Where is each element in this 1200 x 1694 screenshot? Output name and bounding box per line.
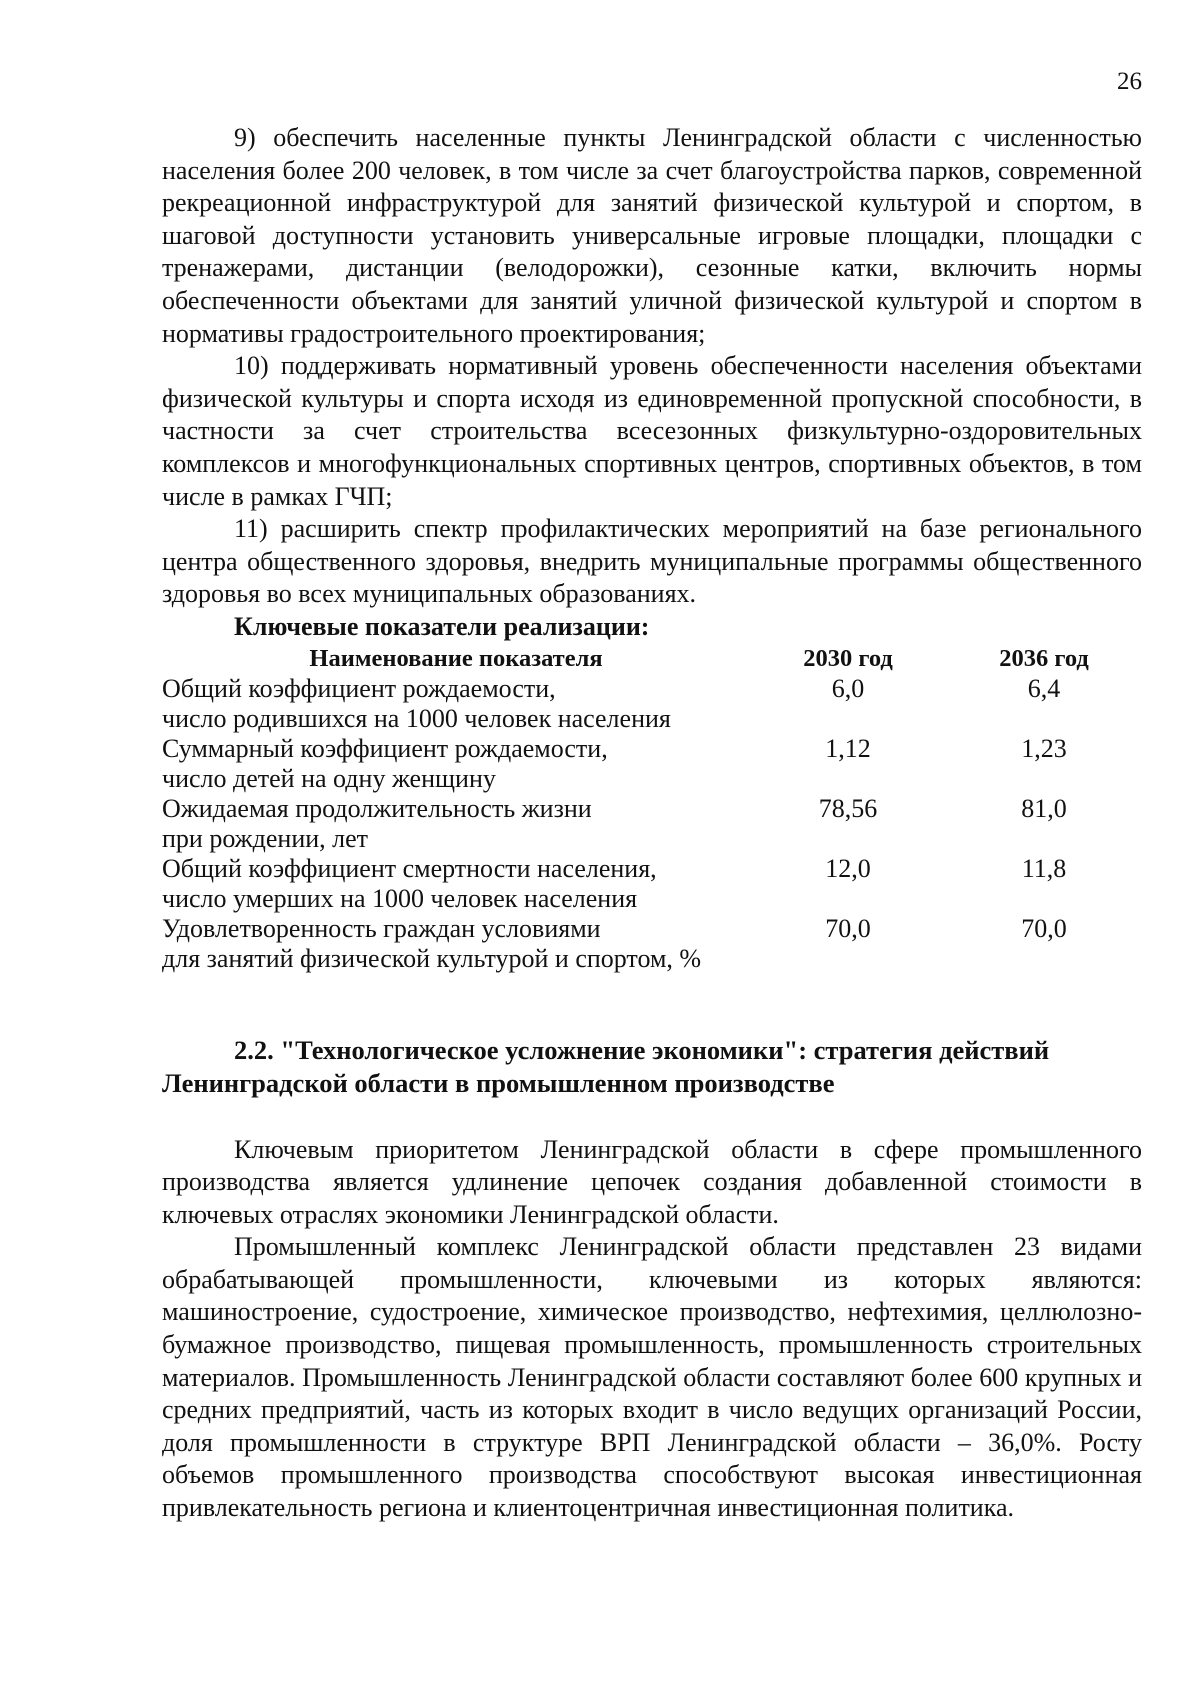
body-paragraph: Промышленный комплекс Ленинградской области представлен 23 видами обрабатывающей промышленности, ключевыми из которых являются: машиностроение, судостроение, химическое производство, нефтехимия, целлюлозно-бумажное производство, пищевая промышленность, промышленность строительных материалов. Промышленность Ленинградской области составляют более 600 крупных и средних предприятий, часть из которых входит в число ведущих организаций России, доля промышленности в структуре ВРП Ленинградской области – 36,0%. Росту объемов промышленного производства способствуют высокая инвестиционная привлекательность региона и клиентоцентричная инвестиционная политика.: [162, 1232, 1142, 1523]
value-2030: 70,0: [825, 913, 871, 943]
value-2036: 70,0: [1021, 913, 1067, 943]
indicator-name: [162, 734, 750, 794]
header-2030: 2030 год: [803, 644, 893, 672]
value-2036: 6,4: [1027, 673, 1061, 703]
list-item-9: 9) обеспечить населенные пункты Ленинградской области с численностью населения более 200 человек, в том числе за счет благоустройства парков, современной рекреационной инфраструктурой для занятий физической культурой и спортом, в шаговой доступности установить универсальные игровые площадки, площадки с тренажерами, дистанции (велодорожки), сезонные катки, включить нормы обеспеченности объектами для занятий уличной физической культурой и спортом в нормативы градостроительного проектирования;: [162, 123, 1142, 348]
header-indicator-name: Наименование показателя: [309, 644, 603, 672]
value-2036: 1,23: [1021, 733, 1067, 763]
indicator-name-line1: Суммарный коэффициент рождаемости,: [162, 733, 608, 763]
value-2036: 11,8: [1021, 853, 1067, 883]
indicator-name: [162, 854, 750, 914]
table-row: [162, 854, 1142, 914]
table-row: [162, 734, 1142, 794]
kpi-table-header: [162, 644, 1142, 674]
value-2030: 6,0: [831, 673, 865, 703]
list-item-11: 11) расширить спектр профилактических мероприятий на базе регионального центра общественного здоровья, внедрить муниципальные программы общественного здоровья во всех муниципальных образованиях.: [162, 514, 1142, 609]
indicator-name-line1: Общий коэффициент рождаемости,: [162, 673, 556, 703]
page-content: [162, 122, 1142, 1525]
value-2030: 1,12: [825, 733, 871, 763]
table-row: [162, 794, 1142, 854]
indicator-name: [162, 914, 750, 974]
indicator-name-line2: для занятий физической культурой и спортом, %: [162, 943, 702, 973]
indicator-name-line2: число умерших на 1000 человек населения: [162, 883, 638, 913]
section-heading-line1: 2.2. "Технологическое усложнение экономики": стратегия действий: [234, 1034, 1050, 1065]
section-heading-line2: Ленинградской области в промышленном производстве: [162, 1067, 835, 1098]
header-2036: 2036 год: [999, 644, 1089, 672]
value-2030: 12,0: [825, 853, 871, 883]
indicator-name-line1: Общий коэффициент смертности населения,: [162, 853, 657, 883]
indicator-name: [162, 674, 750, 734]
indicator-name-line2: при рождении, лет: [162, 823, 369, 853]
value-2030: 78,56: [818, 793, 878, 823]
table-row: [162, 674, 1142, 734]
value-2036: 81,0: [1021, 793, 1067, 823]
section-heading: [162, 1034, 1142, 1100]
kpi-heading: Ключевые показатели реализации:: [234, 611, 650, 641]
table-row: [162, 914, 1142, 974]
body-paragraph: Ключевым приоритетом Ленинградской области в сфере промышленного производства является удлинение цепочек создания добавленной стоимости в ключевых отраслях экономики Ленинградской области.: [162, 1134, 1142, 1229]
indicator-name-line2: число детей на одну женщину: [162, 763, 496, 793]
page-number: 26: [1117, 68, 1142, 95]
indicator-name: [162, 794, 750, 854]
indicator-name-line1: Удовлетворенность граждан условиями: [162, 913, 601, 943]
indicator-name-line2: число родившихся на 1000 человек населения: [162, 703, 671, 733]
indicator-name-line1: Ожидаемая продолжительность жизни: [162, 793, 592, 823]
list-item-10: 10) поддерживать нормативный уровень обеспеченности населения объектами физической культуры и спорта исходя из единовременной пропускной способности, в частности за счет строительства всесезонных физкультурно-оздоровительных комплексов и многофункциональных спортивных центров, спортивных объектов, в том числе в рамках ГЧП;: [162, 351, 1142, 511]
kpi-table: [162, 644, 1142, 974]
